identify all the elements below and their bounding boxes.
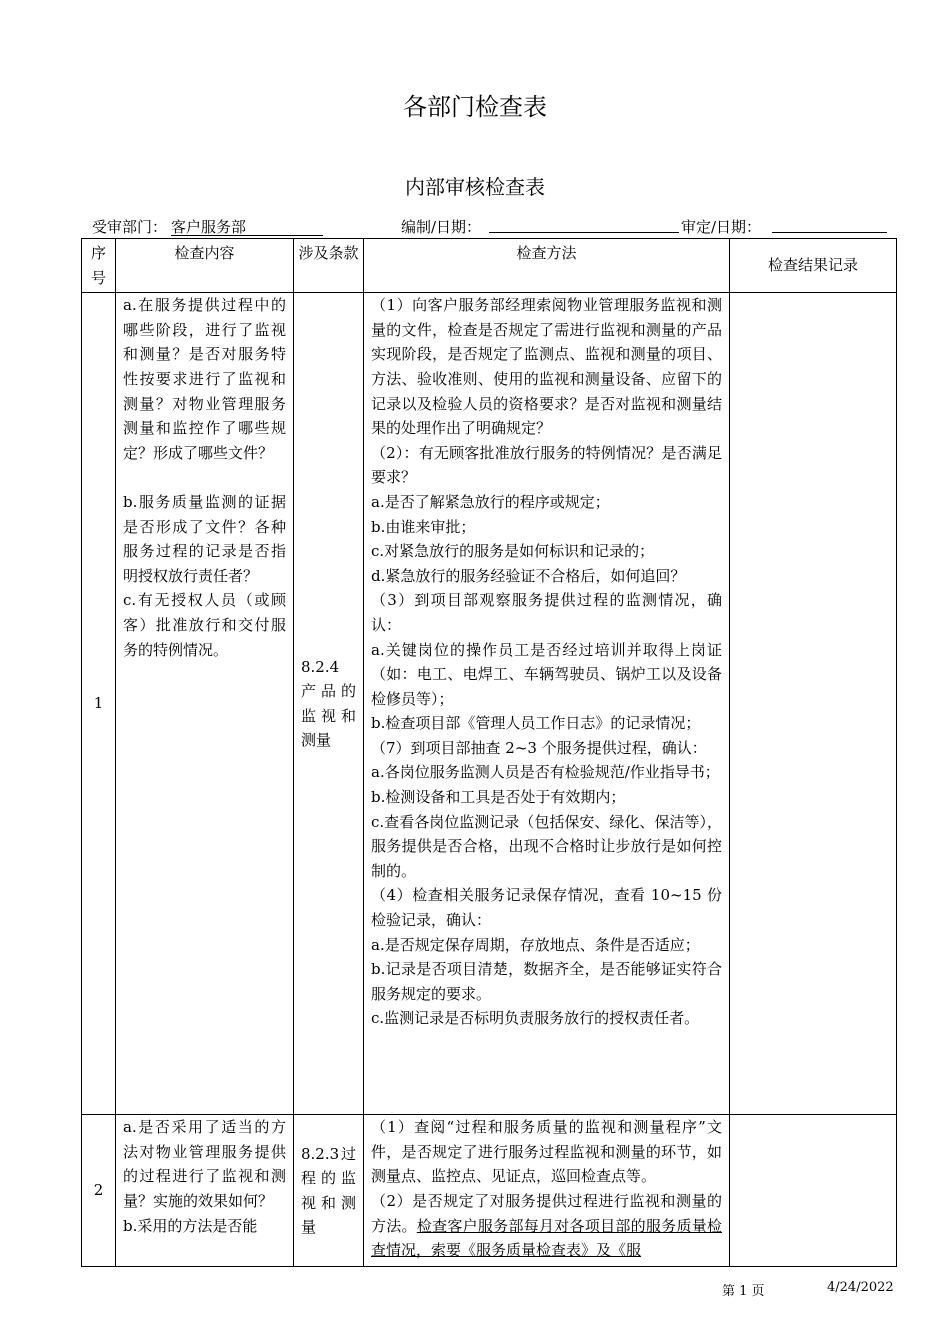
- method-item: （1）向客户服务部经理索阅物业管理服务监视和测量的文件，检查是否规定了需进行监视和测量的产品实现阶段，是否规定了监测点、监视和测量的项目、方法、验收准则、使用的监视和测量设备、应留下的记录以及检验人员的资格要求？是否对监视和测量结果的处理作出了明确规定？: [371, 296, 722, 438]
- header-result: 检查结果记录: [730, 239, 897, 293]
- compile-blank: [489, 216, 679, 233]
- row-clause: 8.2.4 产品的监视和测量: [294, 293, 364, 1115]
- content-item: b.服务质量监测的证据是否形成了文件？各种服务过程的记录是否指明授权放行责任者？: [123, 492, 286, 585]
- method-plain-text: （2）是否规定了对服务提供过程进行监视和测量的方法。: [371, 1191, 722, 1235]
- audit-checklist-table: [81, 238, 897, 1267]
- header-content: 检查内容: [116, 239, 294, 293]
- header-clause: 涉及条款: [294, 239, 364, 293]
- method-item: （2）：有无顾客批准放行服务的特例情况？是否满足要求？: [371, 443, 722, 487]
- method-item: a.关键岗位的操作员工是否经过培训并取得上岗证（如：电工、电焊工、车辆驾驶员、锅炉工以及设备检修员等）；: [371, 640, 722, 708]
- row-method: [364, 293, 730, 1115]
- header-seq: 序号: [82, 239, 116, 293]
- table-header-row: [82, 239, 897, 293]
- method-underlined-text: 检查客户服务部每月对各项目部的服务质量检查情况，索要《服务质量检查表》及《服: [371, 1216, 722, 1260]
- method-item: （4）检查相关服务记录保存情况，查看 10~15 份检验记录，确认：: [371, 886, 722, 930]
- document-subtitle: 内部审核检查表: [405, 175, 545, 199]
- method-item: a.是否规定保存周期，存放地点、条件是否适应；: [371, 935, 700, 954]
- method-item: （7）到项目部抽查 2~3 个服务提供过程，确认：: [371, 738, 707, 757]
- meta-line: [92, 216, 892, 238]
- row-result: [730, 1115, 897, 1267]
- method-item: b.由谁来审批；: [371, 517, 476, 536]
- method-item: d.紧急放行的服务经验证不合格后，如何追回？: [371, 566, 686, 585]
- row-clause: 8.2.3过程的监视和测量: [294, 1115, 364, 1267]
- footer-page-number: 第 1 页: [722, 1284, 765, 1299]
- compile-label: 编制/日期：: [401, 218, 482, 236]
- row-content: [116, 293, 294, 1115]
- dept-label: 受审部门：: [92, 218, 168, 236]
- row-seq: 2: [82, 1115, 116, 1267]
- table-row: [82, 1115, 897, 1267]
- method-item: c.监测记录是否标明负责服务放行的授权责任者。: [371, 1009, 700, 1028]
- table-row: [82, 293, 897, 1115]
- method-item: b.检查项目部《管理人员工作日志》的记录情况；: [371, 714, 701, 733]
- method-item: c.对紧急放行的服务是如何标识和记录的；: [371, 542, 655, 561]
- method-item: a.各岗位服务监测人员是否有检验规范/作业指导书；: [371, 763, 720, 782]
- dept-value: 客户服务部: [171, 216, 323, 236]
- row-result: [730, 293, 897, 1115]
- row-seq: 1: [82, 293, 116, 1115]
- method-item: （1）查阅“过程和服务质量的监视和测量程序”文件，是否规定了进行服务过程监视和测量的环节，如测量点、监控点、见证点，巡回检查点等。: [371, 1118, 722, 1186]
- method-item: [371, 1189, 722, 1263]
- method-item: b.检测设备和工具是否处于有效期内；: [371, 788, 626, 807]
- content-item: a.在服务提供过程中的哪些阶段，进行了监视和测量？是否对服务特性按要求进行了监视和测量？对物业管理服务测量和监控作了哪些规定？形成了哪些文件？: [123, 296, 286, 462]
- review-blank: [772, 216, 887, 233]
- method-item: a.是否了解紧急放行的程序或规定；: [371, 492, 610, 511]
- method-item: b.记录是否项目清楚，数据齐全，是否能够证实符合服务规定的要求。: [371, 960, 722, 1003]
- row-method: [364, 1115, 730, 1267]
- content-item: c.有无授权人员（或顾客）批准放行和交付服务的特例情况。: [123, 591, 286, 659]
- footer-date: 4/24/2022: [827, 1280, 894, 1295]
- content-item: a.是否采用了适当的方法对物业管理服务提供的过程进行了监视和测量？实施的效果如何？: [123, 1118, 286, 1210]
- method-item: c.查看各岗位监测记录（包括保安、绿化、保洁等），服务提供是否合格，出现不合格时让步放行是如何控制的。: [371, 812, 722, 880]
- header-method: 检查方法: [364, 239, 730, 293]
- review-label: 审定/日期：: [681, 218, 762, 236]
- method-item: （3）到项目部观察服务提供过程的监测情况，确认：: [371, 591, 722, 634]
- row-content: [116, 1115, 294, 1267]
- document-title: 各部门检查表: [403, 93, 547, 121]
- content-item: b.采用的方法是否能: [123, 1216, 258, 1235]
